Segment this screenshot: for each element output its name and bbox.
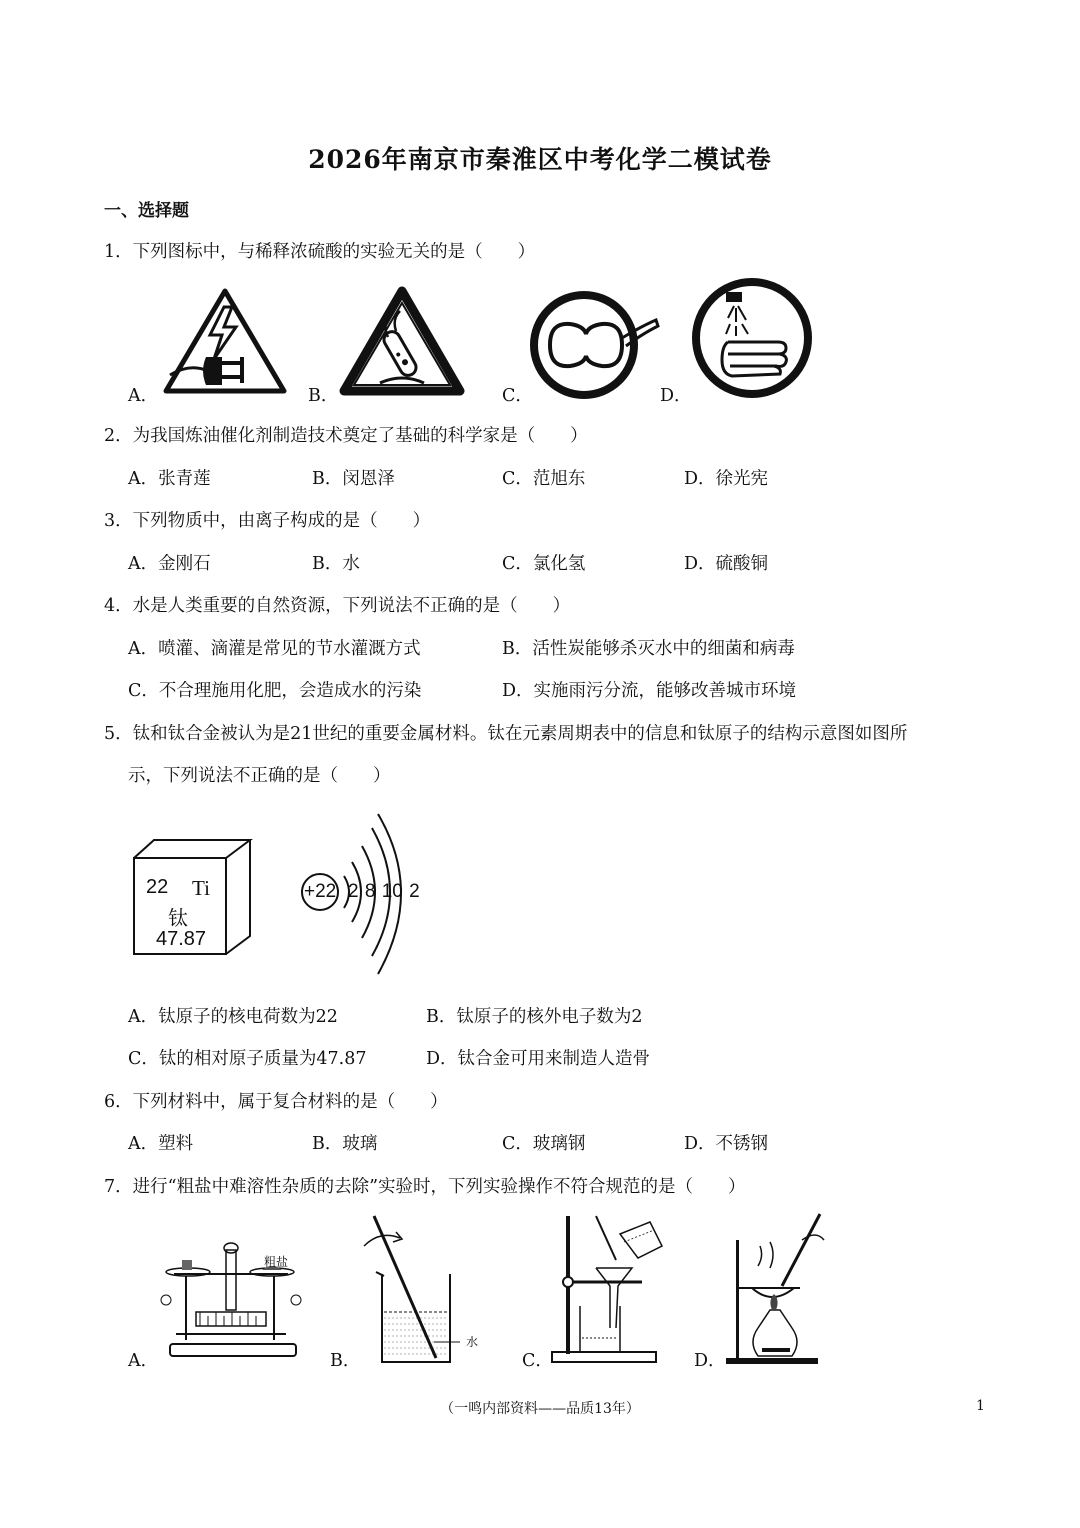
q1-option-d-label: D． — [660, 386, 692, 406]
atom-electron-shells: 2 8 10 2 — [348, 881, 420, 902]
q7-option-c-label: C． — [522, 1351, 553, 1371]
question-7-stem: 7．进行“粗盐中难溶性杂质的去除”实验时，下列实验操作不符合规范的是（ ） — [104, 1177, 746, 1197]
page-number: 1 — [976, 1398, 985, 1414]
question-1-stem: 1．下列图标中，与稀释浓硫酸的实验无关的是（ ） — [104, 242, 536, 262]
q2-option-c: C．范旭东 — [502, 469, 586, 489]
q5-option-d: D．钛合金可用来制造人造骨 — [426, 1049, 651, 1069]
q1-option-c-label: C． — [502, 386, 533, 406]
q1-option-a-label: A． — [128, 386, 159, 406]
q5-option-b: B．钛原子的核外电子数为2 — [426, 1007, 643, 1027]
electric-hazard-icon — [160, 285, 290, 397]
coarse-salt-label: 粗盐 — [264, 1255, 289, 1269]
q4-option-a: A．喷灌、滴灌是常见的节水灌溉方式 — [128, 639, 421, 659]
q3-option-a: A．金刚石 — [128, 554, 211, 574]
question-5-stem-line2: 示，下列说法不正确的是（ ） — [128, 766, 391, 786]
q6-option-c: C．玻璃钢 — [502, 1134, 586, 1154]
question-2-stem: 2．为我国炼油催化剂制造技术奠定了基础的科学家是（ ） — [104, 426, 588, 446]
q3-option-d: D．硫酸铜 — [684, 554, 769, 574]
q3-option-b: B．水 — [312, 554, 360, 574]
q6-option-b: B．玻璃 — [312, 1134, 378, 1154]
hot-test-tube-icon — [340, 287, 464, 397]
q4-option-c: C．不合理施用化肥，会造成水的污染 — [128, 681, 422, 701]
q7-option-b-label: B． — [330, 1351, 361, 1371]
section-heading: 一、选择题 — [104, 201, 189, 221]
element-name: 钛 — [168, 906, 188, 930]
q4-option-d: D．实施雨污分流，能够改善城市环境 — [502, 681, 797, 701]
q4-option-b: B．活性炭能够杀灭水中的细菌和病毒 — [502, 639, 795, 659]
safety-goggles-icon — [530, 290, 664, 400]
atom-nucleus-charge: +22 — [304, 881, 337, 902]
q2-option-b: B．闵恩泽 — [312, 469, 395, 489]
wash-hands-icon — [692, 278, 814, 398]
element-atomic-mass: 47.87 — [156, 928, 207, 950]
q1-option-b-label: B． — [308, 386, 339, 406]
element-atomic-number: 22 — [146, 876, 169, 898]
q6-option-a: A．塑料 — [128, 1134, 194, 1154]
page-footer: （一鸣内部资料——品质13年） — [440, 1401, 640, 1417]
evaporation-setup-icon — [724, 1210, 834, 1366]
question-6-stem: 6．下列材料中，属于复合材料的是（ ） — [104, 1092, 448, 1112]
element-symbol: Ti — [192, 876, 210, 900]
question-4-stem: 4．水是人类重要的自然资源，下列说法不正确的是（ ） — [104, 596, 571, 616]
q7-option-d-label: D． — [694, 1351, 726, 1371]
q5-option-a: A．钛原子的核电荷数为22 — [128, 1007, 338, 1027]
q5-option-c: C．钛的相对原子质量为47.87 — [128, 1049, 367, 1069]
filtration-setup-icon — [550, 1210, 670, 1366]
exam-title: 2026年南京市秦淮区中考化学二模试卷 — [308, 145, 772, 174]
q7-option-a-label: A． — [128, 1351, 159, 1371]
q6-option-d: D．不锈钢 — [684, 1134, 769, 1154]
q3-option-c: C．氯化氢 — [502, 554, 586, 574]
question-5-stem-line1: 5．钛和钛合金被认为是21世纪的重要金属材料。钛在元素周期表中的信息和钛原子的结构示意图如图所 — [104, 724, 908, 744]
q2-option-a: A．张青莲 — [128, 469, 211, 489]
water-label: 水 — [466, 1335, 479, 1349]
question-3-stem: 3．下列物质中，由离子构成的是（ ） — [104, 511, 431, 531]
q2-option-d: D．徐光宪 — [684, 469, 769, 489]
